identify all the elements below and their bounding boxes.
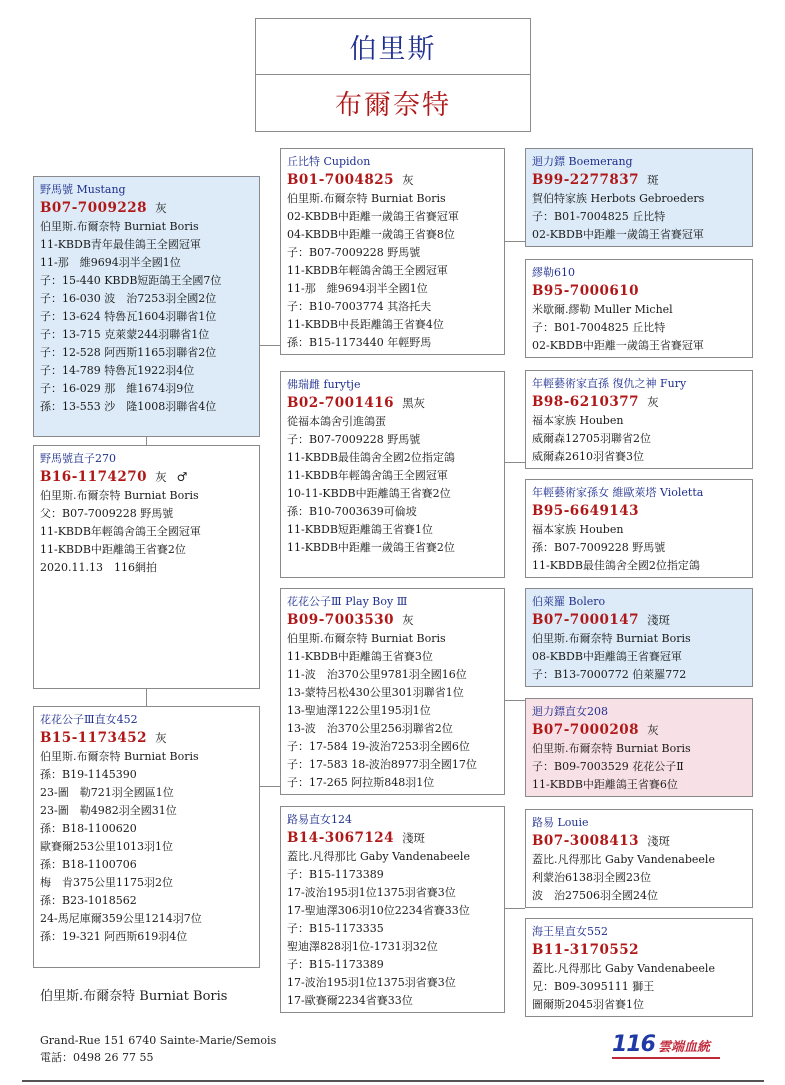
detail-line: 蓋比.凡得那比 Gaby Vandenabeele — [532, 962, 715, 975]
pigeon-name: 野馬號 Mustang — [40, 183, 126, 196]
ring-row — [532, 832, 746, 851]
ring-number: B02-7001416 — [287, 395, 395, 411]
detail-line: 17-歐賽爾2234省賽33位 — [287, 994, 413, 1007]
detail-line: 父：B07-7009228 野馬號 — [40, 507, 174, 520]
detail-line: 孫：B07-7009228 野馬號 — [532, 541, 666, 554]
pigeon-name: 繆勒610 — [532, 266, 575, 279]
detail-line: 24-馬尼庫爾359公里1214羽7位 — [40, 912, 202, 925]
detail-line: 蓋比.凡得那比 Gaby Vandenabeele — [287, 850, 470, 863]
ring-number: B07-7000147 — [532, 612, 640, 628]
detail-line: 04-KBDB中距離一歲鴿王省賽8位 — [287, 228, 455, 241]
plumage-color: 灰 — [155, 201, 167, 215]
connector-line — [505, 241, 525, 242]
ring-row — [287, 171, 498, 190]
detail-line: 孫：B18-1100706 — [40, 858, 137, 871]
detail-line: 子：12-528 阿西斯1165羽聯省2位 — [40, 346, 217, 359]
detail-line: 02-KBDB中距離一歲鴿王省賽冠軍 — [287, 210, 459, 223]
detail-line: 17-波治195羽1位1375羽省賽3位 — [287, 886, 456, 899]
pigeon-card-dsd — [525, 698, 753, 797]
card-details — [287, 190, 498, 352]
pigeon-card-sds — [525, 370, 753, 469]
pigeon-name: 海王星直女552 — [532, 925, 608, 938]
detail-line: 孫：B15-1173440 年輕野馬 — [287, 336, 432, 349]
breeder-lastname-title: 布爾奈特 — [335, 90, 451, 121]
detail-line: 子：17-583 18-波治8977羽全國17位 — [287, 758, 477, 771]
detail-line: 孫：19-321 阿西斯619羽4位 — [40, 930, 188, 943]
detail-line: 2020.11.13 116網拍 — [40, 561, 157, 574]
plumage-color: 斑 — [647, 173, 659, 187]
detail-line: 23-圖 勒721羽全國區1位 — [40, 786, 174, 799]
breeder-name: 伯里斯.布爾奈特 Burniat Boris — [40, 989, 228, 1004]
plumage-color: 灰 — [155, 731, 167, 745]
detail-line: 11-KBDB中距離一歲鴿王省賽2位 — [287, 541, 455, 554]
detail-line: 伯里斯.布爾奈特 Burniat Boris — [287, 192, 446, 205]
pigeon-card-ssd — [525, 259, 753, 358]
detail-line: 02-KBDB中距離一歲鴿王省賽冠軍 — [532, 339, 704, 352]
detail-line: 13-波 治370公里256羽聯省2位 — [287, 722, 453, 735]
ring-row — [532, 393, 746, 412]
detail-line: 子：16-030 波 治7253羽全國2位 — [40, 292, 217, 305]
plumage-color: 灰 — [155, 470, 167, 484]
ring-row — [532, 721, 746, 740]
card-details — [532, 521, 746, 575]
detail-line: 子：13-624 特魯瓦1604羽聯省1位 — [40, 310, 217, 323]
detail-line: 子：B01-7004825 丘比特 — [532, 321, 666, 334]
card-details — [287, 413, 498, 557]
detail-line: 02-KBDB中距離一歲鴿王省賽冠軍 — [532, 228, 704, 241]
detail-line: 11-波 治370公里9781羽全國16位 — [287, 668, 467, 681]
plumage-color: 淺斑 — [402, 831, 426, 845]
detail-line: 圖爾斯2045羽省賽1位 — [532, 998, 644, 1011]
detail-line: 11-那 維9694羽半全國1位 — [287, 282, 428, 295]
card-details — [532, 301, 746, 355]
detail-line: 子：B01-7004825 丘比特 — [532, 210, 666, 223]
detail-line: 梅 肯375公里1175羽2位 — [40, 876, 173, 889]
detail-line: 子：B07-7009228 野馬號 — [287, 433, 421, 446]
pigeon-card-sdd — [525, 479, 753, 578]
connector-line — [260, 786, 280, 787]
detail-line: 11-KBDB中長距離鴿王省賽4位 — [287, 318, 444, 331]
detail-line: 孫：B10-7003639可倫坡 — [287, 505, 417, 518]
pigeon-card-sss — [525, 148, 753, 247]
ring-number: B95-6649143 — [532, 503, 640, 519]
logo-number: 116 — [612, 1032, 655, 1057]
connector-line — [505, 700, 525, 701]
pigeon-name: 迴力鏢直女208 — [532, 705, 608, 718]
detail-line: 11-KBDB最佳鴿舍全國2位指定鴿 — [532, 559, 700, 572]
detail-line: 11-KBDB年輕鴿舍鴿王全國冠軍 — [287, 264, 448, 277]
pigeon-name: 野馬號直子270 — [40, 452, 116, 465]
detail-line: 子：B13-7000772 伯萊羅772 — [532, 668, 687, 681]
breeder-address: Grand-Rue 151 6740 Sainte-Marie/Semois — [40, 1034, 277, 1047]
breeder-contact — [40, 1032, 276, 1066]
detail-line: 11-那 維9694羽半全國1位 — [40, 256, 181, 269]
ring-number: B14-3067124 — [287, 830, 395, 846]
detail-line: 歐賽爾253公里1013羽1位 — [40, 840, 173, 853]
card-details — [532, 960, 746, 1014]
ring-number: B11-3170552 — [532, 942, 640, 958]
card-details — [40, 487, 253, 577]
detail-line: 11-KBDB中距離鴿王省賽6位 — [532, 778, 678, 791]
plumage-color: 黑灰 — [402, 396, 426, 410]
card-details — [287, 848, 498, 1010]
ring-number: B16-1174270 — [40, 469, 148, 485]
connector-line — [505, 908, 525, 909]
plumage-color: 灰 — [647, 395, 659, 409]
detail-line: 子：B07-7009228 野馬號 — [287, 246, 421, 259]
detail-line: 聖迪澤828羽1位-1731羽32位 — [287, 940, 438, 953]
logo-text: 雲端血統 — [657, 1040, 710, 1055]
ring-number: B01-7004825 — [287, 172, 395, 188]
ring-row — [40, 729, 253, 748]
pigeon-name: 伯萊羅 Bolero — [532, 595, 606, 608]
pigeon-name: 路易 Louie — [532, 816, 589, 829]
detail-line: 子：B10-7003774 其洛托夫 — [287, 300, 432, 313]
detail-line: 11-KBDB年輕鴿舍鴿王全國冠軍 — [287, 469, 448, 482]
detail-line: 伯里斯.布爾奈特 Burniat Boris — [287, 632, 446, 645]
detail-line: 11-KBDB短距離鴿王省賽1位 — [287, 523, 433, 536]
bottom-divider — [22, 1080, 764, 1082]
card-details — [532, 630, 746, 684]
card-details — [532, 740, 746, 794]
breeder-phone: 電話：0498 26 77 55 — [40, 1051, 154, 1064]
pigeon-card-subject — [33, 445, 260, 689]
connector-line — [146, 437, 147, 445]
card-details — [532, 851, 746, 905]
detail-line: 11-KBDB年輕鴿舍鴿王全國冠軍 — [40, 525, 201, 538]
pigeon-name: 年輕藝術家孫女 維歐萊塔 Violetta — [532, 486, 704, 499]
plumage-color: 灰 — [402, 613, 414, 627]
detail-line: 孫：B18-1100620 — [40, 822, 137, 835]
detail-line: 13-聖迪澤122公里195羽1位 — [287, 704, 431, 717]
ring-number: B07-7000208 — [532, 722, 640, 738]
pigeon-name: 迴力鏢 Boemerang — [532, 155, 633, 168]
detail-line: 伯里斯.布爾奈特 Burniat Boris — [40, 750, 199, 763]
card-details — [287, 630, 498, 792]
detail-line: 蓋比.凡得那比 Gaby Vandenabeele — [532, 853, 715, 866]
detail-line: 子：15-440 KBDB短距鴿王全國7位 — [40, 274, 222, 287]
ring-row — [287, 611, 498, 630]
detail-line: 伯里斯.布爾奈特 Burniat Boris — [532, 632, 691, 645]
plumage-color: 淺斑 — [647, 613, 671, 627]
detail-line: 子：17-584 19-波治7253羽全國6位 — [287, 740, 470, 753]
detail-line: 子：B15-1173389 — [287, 868, 384, 881]
detail-line: 13-蒙特呂松430公里301羽聯省1位 — [287, 686, 464, 699]
ring-row — [532, 502, 746, 521]
pigeon-card-dss — [525, 588, 753, 687]
plumage-color: 灰 — [402, 173, 414, 187]
detail-line: 伯里斯.布爾奈特 Burniat Boris — [532, 742, 691, 755]
logo-underline — [612, 1057, 720, 1059]
detail-line: 子：16-029 那 維1674羽9位 — [40, 382, 195, 395]
detail-line: 08-KBDB中距離鴿王省賽冠軍 — [532, 650, 682, 663]
detail-line: 11-KBDB中距離鴿王省賽2位 — [40, 543, 186, 556]
detail-line: 伯里斯.布爾奈特 Burniat Boris — [40, 220, 199, 233]
detail-line: 福本家族 Houben — [532, 414, 624, 427]
pigeon-name: 花花公子Ⅲ直女452 — [40, 713, 138, 726]
connector-line — [146, 689, 147, 706]
pedigree-title-box — [255, 18, 531, 132]
connector-line — [505, 462, 525, 463]
detail-line: 威爾森2610羽省賽3位 — [532, 450, 644, 463]
ring-row — [40, 468, 253, 487]
detail-line: 威爾森12705羽聯省2位 — [532, 432, 651, 445]
ring-row — [532, 941, 746, 960]
detail-line: 波 治27506羽全國24位 — [532, 889, 658, 902]
detail-line: 子：13-715 克萊蒙244羽聯省1位 — [40, 328, 210, 341]
detail-line: 福本家族 Houben — [532, 523, 624, 536]
plumage-color: 灰 — [647, 723, 659, 737]
card-details — [532, 190, 746, 244]
detail-line: 孫：B19-1145390 — [40, 768, 137, 781]
pigeon-card-ddd — [525, 918, 753, 1017]
detail-line: 11-KBDB最佳鴿舍全國2位指定鴿 — [287, 451, 455, 464]
card-details — [532, 412, 746, 466]
ring-row — [532, 611, 746, 630]
pigeon-name: 佛瑞雌 furytje — [287, 378, 361, 391]
ring-number: B09-7003530 — [287, 612, 395, 628]
detail-line: 伯里斯.布爾奈特 Burniat Boris — [40, 489, 199, 502]
detail-line: 10-11-KBDB中距離鴿王省賽2位 — [287, 487, 451, 500]
pigeon-card-dam-sire — [280, 588, 505, 795]
ring-row — [532, 282, 746, 301]
detail-line: 17-波治195羽1位1375羽省賽3位 — [287, 976, 456, 989]
detail-line: 兄：B09-3095111 獅王 — [532, 980, 655, 993]
pigeon-name: 丘比特 Cupidon — [287, 155, 371, 168]
ring-row — [532, 171, 746, 190]
ring-row — [287, 394, 498, 413]
ring-row — [40, 199, 253, 218]
detail-line: 17-聖迪澤306羽10位2234省賽33位 — [287, 904, 470, 917]
ring-row — [287, 829, 498, 848]
ring-number: B99-2277837 — [532, 172, 640, 188]
detail-line: 23-圖 勒4982羽全國31位 — [40, 804, 177, 817]
pigeon-card-dam — [33, 706, 260, 968]
breeder-surname-title: 伯里斯 — [256, 19, 530, 75]
detail-line: 11-KBDB中距離鴿王省賽3位 — [287, 650, 433, 663]
ring-number: B07-3008413 — [532, 833, 640, 849]
pigeon-card-dds — [525, 809, 753, 908]
pigeon-name: 年輕藝術家直孫 復仇之神 Fury — [532, 377, 687, 390]
pigeon-card-sire — [33, 176, 260, 437]
detail-line: 賀伯特家族 Herbots Gebroeders — [532, 192, 705, 205]
ring-number: B98-6210377 — [532, 394, 640, 410]
detail-line: 子：17-265 阿拉斯848羽1位 — [287, 776, 435, 789]
detail-line: 孫：13-553 沙 隆1008羽聯省4位 — [40, 400, 217, 413]
detail-line: 子：B09-7003529 花花公子Ⅱ — [532, 760, 684, 773]
pigeon-name: 路易直女124 — [287, 813, 352, 826]
card-details — [40, 218, 253, 416]
detail-line: 米歇爾.繆勒 Muller Michel — [532, 303, 673, 316]
ring-number: B15-1173452 — [40, 730, 148, 746]
male-sex-icon: ♂ — [176, 470, 188, 484]
detail-line: 從福本鴿舍引進鴿蛋 — [287, 415, 386, 428]
detail-line: 子：B15-1173389 — [287, 958, 384, 971]
detail-line: 利蒙治6138羽全國23位 — [532, 871, 651, 884]
pigeon-name: 花花公子Ⅲ Play Boy Ⅲ — [287, 595, 408, 608]
plumage-color: 淺斑 — [647, 834, 671, 848]
connector-line — [260, 345, 280, 346]
pigeon-card-dam-dam — [280, 806, 505, 1013]
pigeon-card-sire-sire — [280, 148, 505, 355]
detail-line: 子：B15-1173335 — [287, 922, 384, 935]
detail-line: 子：14-789 特魯瓦1922羽4位 — [40, 364, 195, 377]
detail-line: 孫：B23-1018562 — [40, 894, 137, 907]
ring-number: B07-7009228 — [40, 200, 148, 216]
detail-line: 11-KBDB青年最佳鴿王全國冠軍 — [40, 238, 201, 251]
pigeon-card-sire-dam — [280, 371, 505, 578]
card-details — [40, 748, 253, 946]
ring-number: B95-7000610 — [532, 283, 640, 299]
site-logo[interactable] — [612, 1031, 732, 1057]
